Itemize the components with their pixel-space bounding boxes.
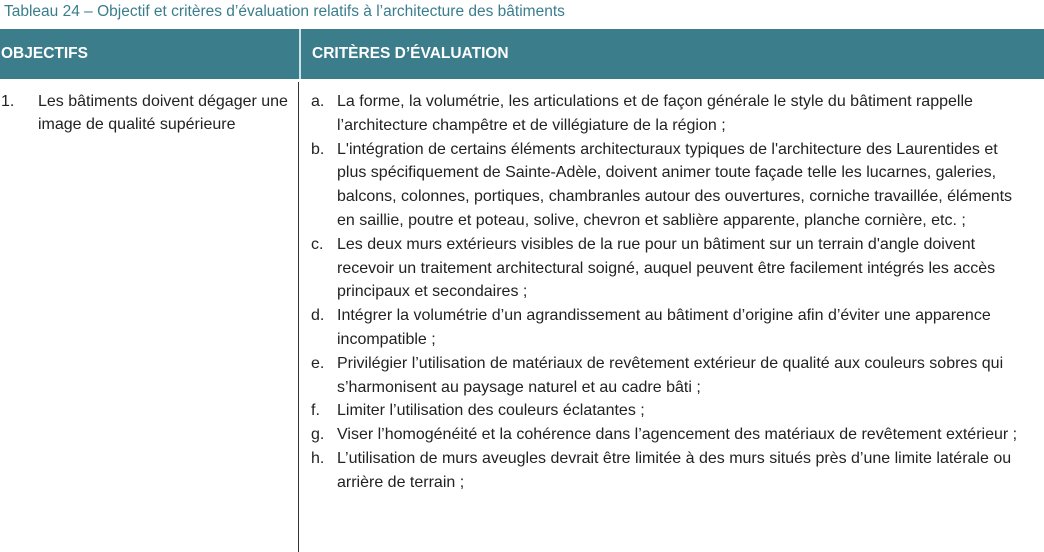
criterion-letter: d. <box>311 307 325 325</box>
criterion-letter: c. <box>311 235 324 253</box>
criterion-letter: a. <box>311 93 325 110</box>
criterion-text: Viser l’homogénéité et la cohérence dans l’agencement des matériaux de revêtement extérieur ; <box>337 426 1018 444</box>
criterion-item <box>299 352 1044 400</box>
criterion-letter: e. <box>311 354 325 372</box>
table-body <box>0 82 1044 552</box>
objective-number: 1. <box>1 93 15 110</box>
criteria-column <box>299 82 1044 552</box>
criterion-text: L’utilisation de murs aveugles devrait être limitée à des murs situés près d’une limite latérale ou arrière de terrain ; <box>337 449 1012 491</box>
criterion-letter: g. <box>311 426 325 444</box>
criterion-letter: h. <box>311 449 325 467</box>
criterion-item <box>299 447 1044 495</box>
criteria-table <box>0 29 1044 552</box>
criterion-text: Privilégier l’utilisation de matériaux de revêtement extérieur de qualité aux couleurs sobres qui s’harmonisent au paysage naturel et au cadre bâti ; <box>337 354 1004 396</box>
objectives-column <box>0 82 299 552</box>
criterion-text: Limiter l’utilisation des couleurs éclatantes ; <box>337 402 645 420</box>
criterion-text: La forme, la volumétrie, les articulations et de façon générale le style du bâtiment rappelle l’architecture champêtre et de villégiature de la région ; <box>337 93 973 134</box>
criterion-text: Intégrer la volumétrie d’un agrandissement au bâtiment d’origine afin d’éviter une apparence incompatible ; <box>337 307 991 348</box>
header-criteres: CRITÈRES D’ÉVALUATION <box>312 45 509 62</box>
criterion-item <box>299 138 1044 233</box>
criterion-item <box>299 399 1044 423</box>
criterion-text: L'intégration de certains éléments architecturaux typiques de l'architecture des Laurentides et plus spécifiquement de Sainte-Adèle, doivent animer toute façade telle les lucarnes, galeries, balcons, colonnes, portiques, chambranles autour des ouvertures, corniche travaillée, éléments en saillie, poutre et poteau, solive, chevron et sablière apparente, planche cornière, etc. ; <box>337 140 1013 229</box>
criterion-item <box>299 304 1044 352</box>
criterion-item <box>299 423 1044 447</box>
criterion-letter: b. <box>311 140 325 158</box>
objective-item <box>0 82 298 136</box>
header-objectifs: OBJECTIFS <box>0 29 301 79</box>
criterion-item <box>299 233 1044 304</box>
criterion-item <box>299 90 1044 138</box>
table-header <box>0 29 1044 79</box>
criterion-text: Les deux murs extérieurs visibles de la rue pour un bâtiment sur un terrain d'angle doivent recevoir un traitement architectural soigné, auquel peuvent être facilement intégrés les accès principaux et secondaires ; <box>337 235 996 301</box>
objective-text: Les bâtiments doivent dégager une image de qualité supérieure <box>38 93 288 133</box>
criterion-letter: f. <box>311 402 320 420</box>
table-caption: Tableau 24 – Objectif et critères d’évaluation relatifs à l’architecture des bâtiments <box>4 3 565 20</box>
